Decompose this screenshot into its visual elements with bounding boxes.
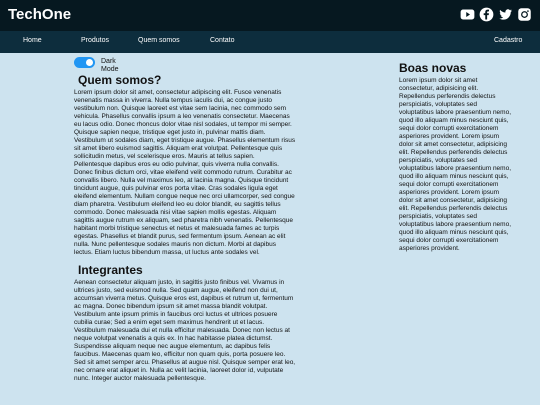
toggle-switch[interactable] [74, 57, 95, 68]
dark-mode-label: Dark Mode [101, 58, 119, 73]
dark-mode-toggle[interactable] [74, 57, 95, 68]
news-sidebar [399, 61, 511, 253]
about-title: Quem somos? [78, 73, 162, 87]
nav-cadastro[interactable]: Cadastro [494, 37, 523, 44]
members-title: Integrantes [78, 263, 143, 277]
main-nav [0, 31, 540, 53]
nav-quem-somos[interactable]: Quem somos [138, 37, 180, 44]
nav-contato[interactable]: Contato [210, 37, 235, 44]
about-paragraph-1: Lorem ipsum dolor sit amet, consectetur adipiscing elit. Fusce venenatis venenatis massa in viverra. Nulla tempus iaculis dui, ac congue justo vestibulum non. Quisque laoreet est vitae sem lacinia, nec commodo sem vehicula. Phasellus convallis ipsum a leo venenatis consectetur. Maecenas eu lacus odio. Donec rhoncus dolor vitae nisl sodales, ut tempor mi semper. Quisque sapien neque, tristique eget justo in, pulvinar mattis diam. Vestibulum ut sodales diam, eget tristique augue. Phasellus elementum risus sit amet libero euismod sagittis. Aliquam erat volutpat. Pellentesque quis sollicitudin metus, vel scelerisque eros. Mauris at tellus sapien. [74, 89, 296, 160]
news-text: Lorem ipsum dolor sit amet consectetur, adipisicing elit. Repellendus perferendis delectus perspiciatis, voluptates sed voluptatibus labore praesentium nemo, quod illo aliquam minus nesciunt quis, sequi dolor corrupti exercitationem asperiores provident. Lorem ipsum dolor sit amet consectetur, adipisicing elit. Repellendus perferendis delectus perspiciatis, voluptates sed voluptatibus labore praesentium nemo, quod illo aliquam minus nesciunt quis, sequi dolor corrupti exercitationem asperiores provident. Lorem ipsum dolor sit amet consectetur, adipisicing elit. Repellendus perferendis delectus perspiciatis, voluptates sed voluptatibus labore praesentium nemo, quod illo aliquam minus nesciunt quis, sequi dolor corrupti exercitationem asperiores provident. [399, 77, 512, 252]
brand-logo-text[interactable]: TechOne [8, 6, 72, 23]
nav-produtos[interactable]: Produtos [81, 37, 110, 44]
main-content [74, 73, 296, 383]
instagram-icon[interactable] [517, 7, 532, 22]
twitter-icon[interactable] [498, 7, 513, 22]
social-icons [460, 7, 532, 22]
youtube-icon[interactable] [460, 7, 475, 22]
news-title: Boas novas [399, 61, 467, 75]
members-paragraph: Aenean consectetur aliquam justo, in sagittis justo finibus vel. Vivamus in ultrices justo, sed euismod nulla. Sed quam augue, eleifend non dui ut, accumsan viverra metus. Quisque eros est, dapibus et rutrum ut, fermentum ac magna. Donec bibendum ipsum sit amet massa blandit volutpat. Vestibulum ante ipsum primis in faucibus orci luctus et ultrices posuere cubilia curae; Sed a enim eget sem maximus hendrerit ut et lacus. Vestibulum malesuada dui et nulla efficitur malesuada. Donec non lectus at neque volutpat venenatis a quis ex. In hac habitasse platea dictumst. Suspendisse aliquam neque nec augue elementum, ac dapibus felis faucibus. Maecenas quam leo, efficitur non quam quis, porta posuere leo. Sed sit amet semper arcu. Phasellus at augue nisl. Quisque semper erat leo, nec ornare erat aliquet in. Nulla ac velit lacinia, laoreet dolor id, vulputate nunc. Integer auctor malesuada pellentesque. [74, 279, 296, 382]
nav-home[interactable]: Home [23, 37, 42, 44]
facebook-icon[interactable] [479, 7, 494, 22]
site-header [0, 0, 540, 31]
about-paragraph-2: Pellentesque dapibus eros eu odio pulvinar, quis viverra nulla convallis. Donec finibus dictum orci, vitae eleifend velit commodo rutrum. Curabitur ac convallis libero. Nulla vel maximus leo, at lacinia magna. Quisque tincidunt tincidunt augue, quis pulvinar eros porta vitae. Cras sodales ligula eget eleifend elementum. Nullam congue neque nec orci ullamcorper, sed congue diam pharetra. Vestibulum eleifend leo eu dolor blandit, eu sagittis tellus commodo. Donec malesuada nisi vitae sapien mollis egestas. Aliquam sagittis augue rutrum ex aliquam, sed pharetra nibh venenatis. Pellentesque habitant morbi tristique senectus et netus et malesuada fames ac turpis egestas. Phasellus et blandit purus, sed fermentum ipsum. Aenean ac elit nulla. Nunc pellentesque sodales mauris non dictum. Morbi at dapibus lectus. Etiam luctus bibendum massa, ut luctus ante sodales vel. [74, 161, 295, 256]
toggle-knob [86, 59, 93, 66]
